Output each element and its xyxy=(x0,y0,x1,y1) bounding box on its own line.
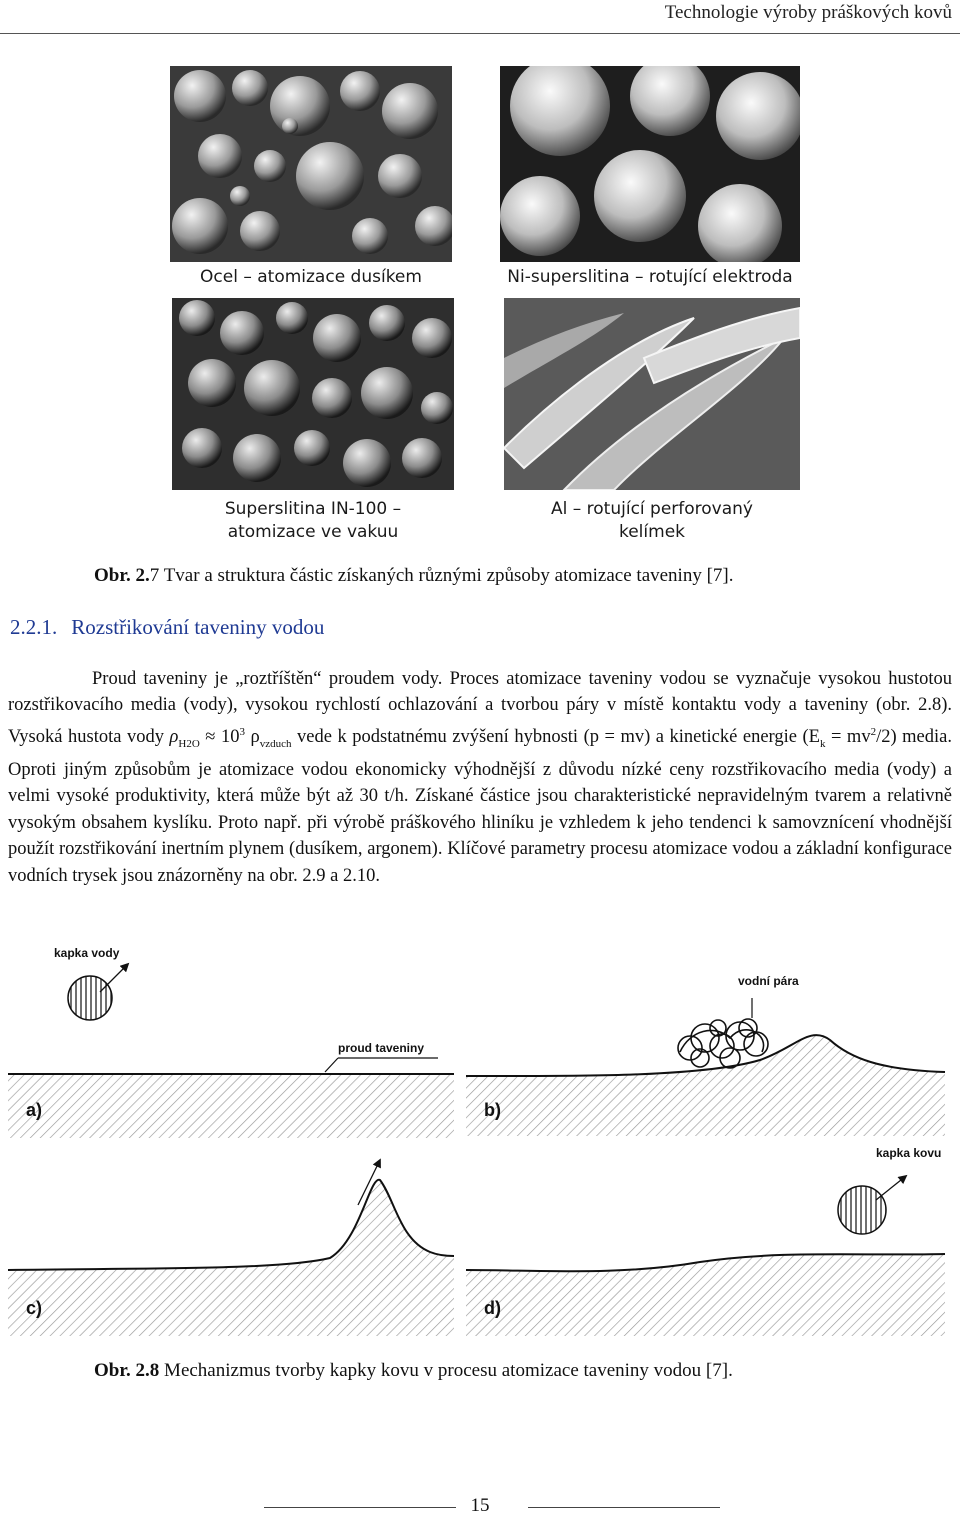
label-water-vapor: vodní pára xyxy=(738,974,799,988)
label-panel-c: c) xyxy=(26,1298,43,1318)
page-number: 15 xyxy=(470,1495,490,1516)
body-paragraph: Proud taveniny je „roztříštěn“ proudem vody. Proces atomizace taveniny vodou se vyznačuje vysokou hustotou rozstřikovacího media (vody), vysokou rychlostí ochlazování a tvorbou páry v místě kontaktu vody a taveniny (obr. 2.8). Vysoká hustota vody $\rho_{H2O} \approx 10^3$ $\rho_{vzduch}$ vede k podstatnému zvýšení hybnosti (p = mv) a kinetické energie $(E_k = mv^2/2)$ media. Oproti jiným způsobům je atomizace vodou ekonomicky výhodnější z důvodu nízké ceny rozstřikovacího media (vody) a velmi vysoké produktivity, která může být až 30 t/h. Získané částice jsou charakteristické nepravidelným tvarem a relativně vysokým obsahem kyslíku. Proto např. při výrobě práškového hliníku je vzhledem k jeho tendenci k samovznícení vhodnější použít rozstřikování inertním plynem (dusíkem, argonem). Klíčové parametry procesu atomizace vodou a základní konfigurace vodních trysek jsou znázorněny na obr. 2.9 a 2.10. xyxy=(8,669,952,886)
label-panel-b: b) xyxy=(484,1100,501,1120)
panel-d xyxy=(466,1176,945,1336)
photo-al-rotating-crucible xyxy=(504,298,800,490)
figure-2-8-diagram xyxy=(0,940,960,1340)
metal-droplet-icon xyxy=(838,1186,886,1234)
running-header: Technologie výroby práškových kovů xyxy=(664,2,952,23)
figure-caption-2-8: Obr. 2.8 Mechanizmus tvorby kapky kovu v procesu atomizace taveniny vodou [7]. xyxy=(94,1360,733,1381)
water-droplet-icon xyxy=(68,976,112,1020)
label-metal-droplet: kapka kovu xyxy=(876,1146,942,1160)
photo-in100-vacuum xyxy=(172,298,454,490)
panel-b xyxy=(466,998,945,1136)
photo-steel-nitrogen xyxy=(170,66,452,262)
label-water-droplet: kapka vody xyxy=(54,946,120,960)
header-rule xyxy=(0,33,960,34)
panel-c xyxy=(8,1160,454,1336)
label-melt-stream: proud taveniny xyxy=(338,1041,425,1055)
photo-label-ni-superalloy: Ni-superslitina – rotující elektroda xyxy=(507,267,793,287)
section-heading: 2.2.1. Rozstřikování taveniny vodou xyxy=(10,615,325,639)
photo-label-al: Al – rotující perforovaný kelímek xyxy=(551,499,753,542)
figure-caption-2-7: Obr. 2.7 Tvar a struktura částic získaných různými způsoby atomizace taveniny [7]. xyxy=(94,565,734,586)
label-panel-d: d) xyxy=(484,1298,501,1318)
photo-label-steel: Ocel – atomizace dusíkem xyxy=(200,267,422,287)
photo-label-in100: Superslitina IN-100 – atomizace ve vakuu xyxy=(224,499,402,542)
photo-ni-superalloy-rotating-electrode xyxy=(500,66,800,262)
label-panel-a: a) xyxy=(26,1100,43,1120)
